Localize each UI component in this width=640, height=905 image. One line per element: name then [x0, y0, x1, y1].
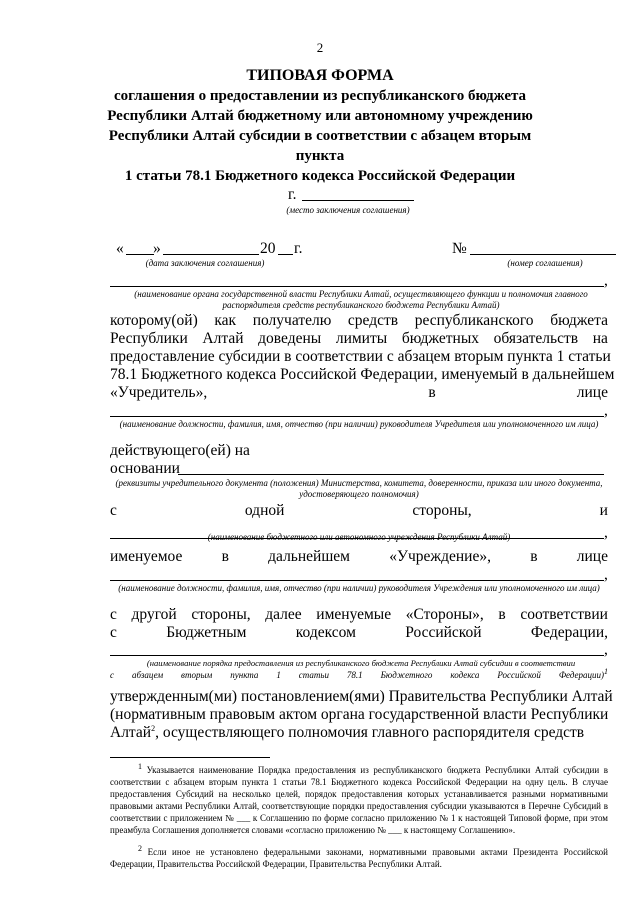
basis-field — [178, 474, 604, 475]
inst-person-field — [110, 580, 604, 581]
footnote-ref-2: 2 — [151, 723, 156, 733]
document-title — [90, 66, 550, 186]
date-open-quote: « — [116, 240, 124, 257]
para1-line-5: «Учредитель», в лице — [110, 384, 608, 401]
date-month-field — [163, 254, 259, 255]
page-number: 2 — [316, 40, 324, 55]
founder-person-field — [110, 416, 604, 417]
date-year: 20 — [260, 240, 276, 257]
budget-code-line: с Бюджетным кодексом Российской Федерации, — [110, 624, 608, 641]
date-close-quote: » — [153, 240, 161, 257]
procedure-field — [110, 655, 604, 656]
acting-line-2: основании — [110, 460, 180, 477]
organ-note: (наименование органа государственной власти Республики Алтай, осуществляющего функции и полномочия главного распорядителя средств республиканского бюджета Республики Алтай) — [134, 289, 588, 310]
title-line-1: ТИПОВАЯ ФОРМА — [246, 67, 394, 84]
named-institution-line: именуемое в дальнейшем «Учреждение», в лице — [110, 548, 608, 565]
side2-line: с другой стороны, далее именуемые «Стороны», в соответствии — [110, 606, 608, 623]
title-line-4: Республики Алтай субсидии в соответствии с абзацем вторым пункта — [108, 128, 532, 164]
inst-person-note: (наименование должности, фамилия, имя, отчество (при наличии) руководителя Учреждения или уполномоченного им лица) — [118, 583, 600, 593]
procedure-note-line-1: (наименование порядка предоставления из республиканского бюджета Республики Алтай субсидии в соответствии — [146, 658, 576, 668]
number-sign: № — [452, 240, 467, 257]
para1-line-2: Республики Алтай доведены лимиты бюджетных обязательств на — [110, 330, 608, 347]
date-year-field — [278, 254, 293, 255]
para2-line-3: Алтай$^2$, осуществляющего полномочия главного распорядителя средств — [110, 723, 585, 741]
date-day-field — [126, 254, 154, 255]
title-line-3: Республики Алтай бюджетному или автономному учреждению — [107, 108, 533, 124]
organ-field — [110, 286, 604, 287]
para1-line-4: 78.1 Бюджетного кодекса Российской Федерации, именуемый в дальнейшем — [110, 366, 615, 383]
procedure-note-line-2: с абзацем вторым пункта 1 статьи 78.1 Бюджетного кодекса Российской Федерации)$^1$ — [110, 667, 608, 680]
place-note: (место заключения соглашения) — [286, 205, 410, 215]
institution-note: (наименование бюджетного или автономного учреждения Республики Алтай) — [207, 532, 511, 542]
title-line-2: соглашения о предоставлении из республиканского бюджета — [113, 88, 527, 104]
date-note: (дата заключения соглашения) — [145, 258, 265, 268]
acting-line-1: действующего(ей) на — [110, 442, 250, 459]
para2-line-1: утвержденным(ми) постановлением(ями) Правительства Республики Алтай — [110, 688, 613, 705]
date-year-suffix: г. — [294, 240, 303, 257]
side1-line: с одной стороны, и — [110, 502, 608, 519]
footnote-2: $^2$ Если иное не установлено федеральными законами, нормативными правовыми актами Президента Российской Федерации, Правительства Российской Федерации, Правительства Республики Алтай. — [110, 844, 608, 869]
footnote-ref-1: 1 — [603, 667, 608, 676]
footnote-1: $^1$ Указывается наименование Порядка предоставления из республиканского бюджета Республики Алтай субсидии в соответствии с абзацем вторым пункта 1 статьи 78.1 Бюджетного кодекса Российской Федерации на одну цель. В случае предоставления Субсидий на несколько целей, порядок предоставления которых устанавливается разными нормативными правовыми актами Республики Алтай, соответствующие порядки предоставления субсидии указываются в Перечне Субсидий в соответствии с приложением № ___ к Соглашению по форме согласно приложению № 1 к настоящей Типовой форме, при этом преамбула Соглашения дополняется словами «согласно приложению № ___ к настоящему Соглашению». — [110, 762, 608, 835]
place-field — [302, 200, 414, 201]
number-field — [470, 254, 616, 255]
para1-line-3: предоставление субсидии в соответствии с абзацем вторым пункта 1 статьи — [110, 348, 611, 365]
place-prefix: г. — [288, 186, 297, 203]
founder-person-note: (наименование должности, фамилия, имя, отчество (при наличии) руководителя Учредителя или уполномоченного им лица) — [119, 419, 599, 429]
number-note: (номер соглашения) — [507, 258, 583, 268]
para1-line-1: которому(ой) как получателю средств республиканского бюджета — [110, 312, 608, 329]
title-line-5: 1 статьи 78.1 Бюджетного кодекса Российской Федерации — [124, 168, 516, 184]
founder-doc-note: (реквизиты учредительного документа (положения) Министерства, комитета, доверенности, приказа или иного документа, удостоверяющего полномочия) — [115, 478, 603, 499]
footnote-separator — [110, 757, 270, 758]
document-page: 2 ТИПОВАЯ ФОРМА соглашения о предоставлении из республиканского бюджета Республики Алтай бюджетному или автономному учреждению Республики Алтай субсидии в соответствии с абзацем вторым пункта 1 статьи 78.1 Бюджетного кодекса Российской Федерации г. (место заключения соглашения) « » 20 г. (дата заключения соглашения) № (номер соглашения) , (наименование органа государственной власти Республики Алтай, осуществляющего функции и полномочия главного распорядителя средств республиканского бюджета Республики Алтай) которому(ой) как получателю средств республиканского бюджета Республики Алтай доведены лимиты бюджетных обязательств на предоставление субсидии в соответствии с абзацем вторым пункта 1 статьи 78.1 Бюджетного кодекса Российской Федерации, именуемый в дальнейшем «Учредитель», в лице , (наименование должности, фамилия, имя, отчество (при наличии) руководителя Учредителя или уполномоченного им лица) действующего(ей) на основании (реквизиты учредительного документа (положения) Министерства, комитета, доверенности, приказа или иного документа, удостоверяющего полномочия) с одной стороны, и , (наименование бюджетного или автономного учреждения Республики Алтай) именуемое в дальнейшем «Учреждение», в лице , (наименование должности, фамилия, имя, отчество (при наличии) руководителя Учреждения или уполномоченного им лица) с другой стороны, далее именуемые «Стороны», в соответствии с Бюджетным кодексом Российской Федерации, , (наименование порядка предоставления из республиканского бюджета Республики Алтай субсидии в соответствии с абзацем вторым пункта 1 статьи 78.1 Бюджетного кодекса Российской Федерации)$^1$ утвержденным(ми) постановлением(ями) Правительства Республики Алтай (нормативным правовым актом органа государственной власти Республики Алтай$^2$, осуществляющего полномочия главного распорядителя средств $^1$ Указывается наименование Порядка предоставления из республиканского бюджета Республики Алтай субсидии в соответствии с абзацем вторым пункта 1 статьи 78.1 Бюджетного кодекса Российской Федерации на одну цель. В случае предоставления Субсидий на несколько целей, порядок предоставления которых устанавливается разными нормативными правовыми актами Республики Алтай, соответствующие порядки предоставления субсидии указываются в Перечне Субсидий в соответствии с приложением № ___ к Соглашению по форме согласно приложению № 1 к настоящей Типовой форме, при этом преамбула Соглашения дополняется словами «согласно приложению № ___ к настоящему Соглашению». $^2$ Если иное не установлено федеральными законами, нормативными правовыми актами Президента Российской Федерации, Правительства Российской Федерации, Правительства Республики Алтай. — [0, 0, 640, 905]
para2-line-2: (нормативным правовым актом органа государственной власти Республики — [110, 706, 609, 723]
